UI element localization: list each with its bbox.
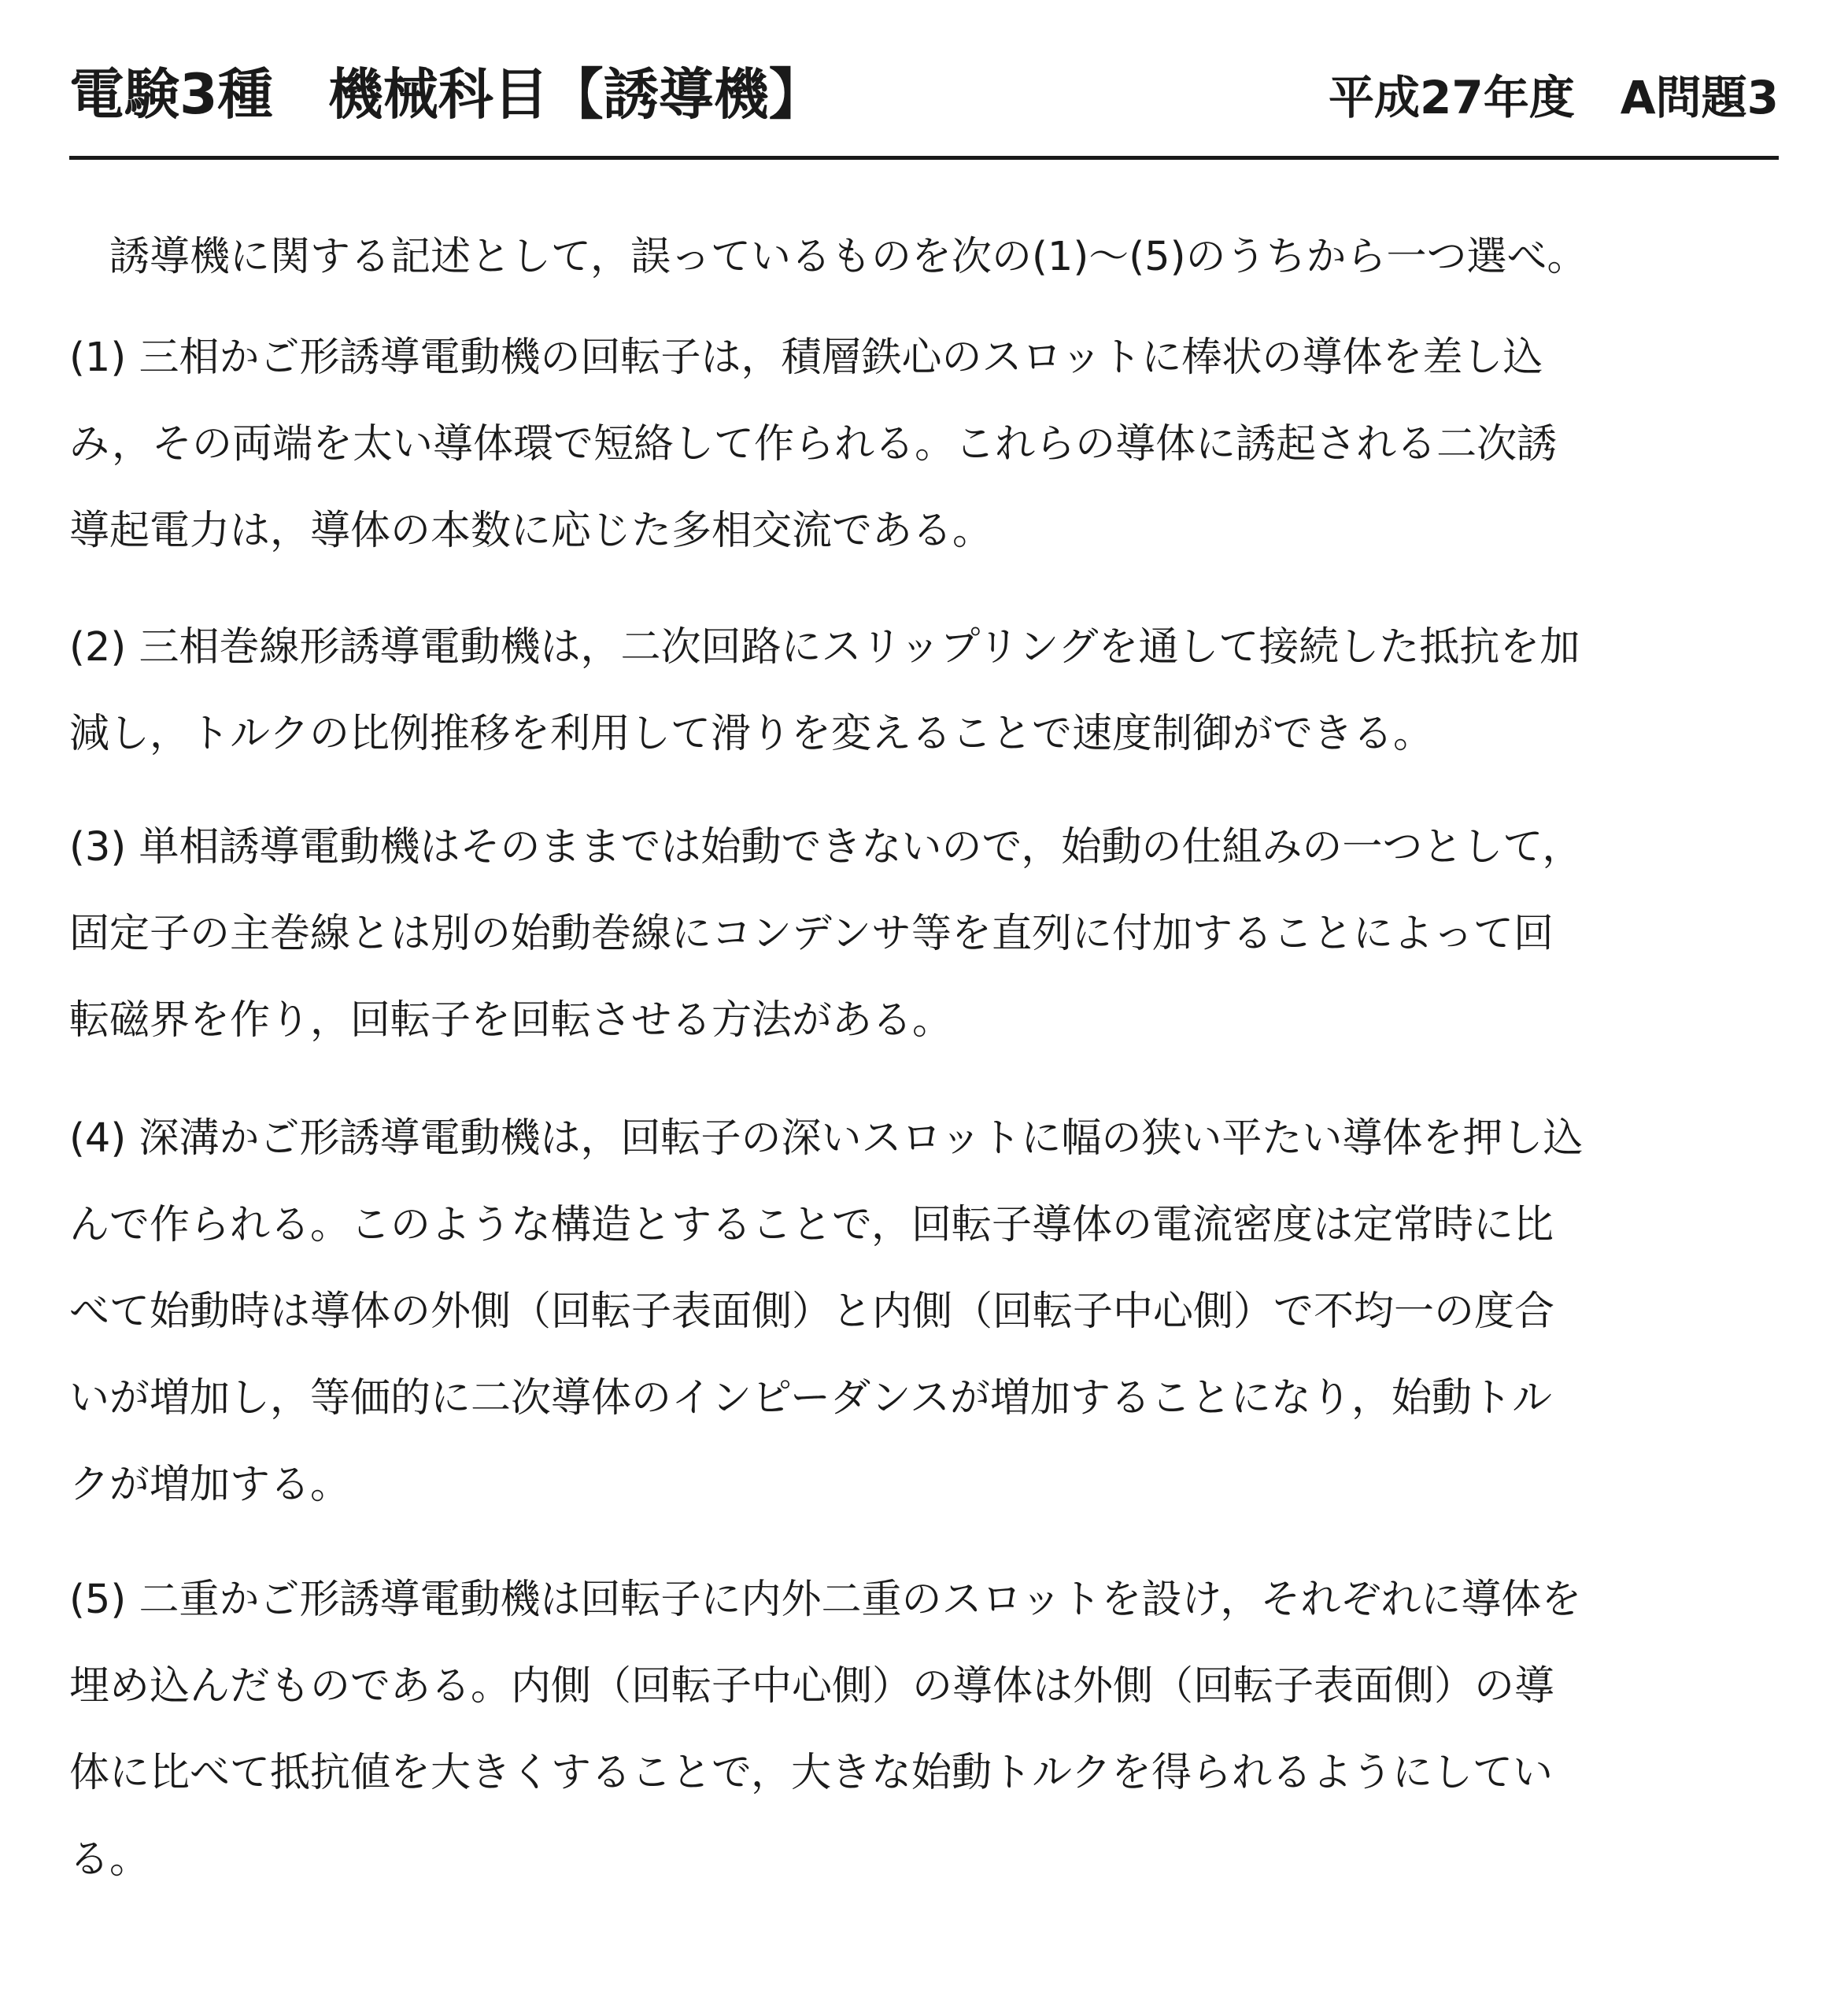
option-2-line-1: (2) 三相巻線形誘導電動機は，二次回路にスリップリングを通して接続した抵抗を加 xyxy=(69,624,1580,671)
option-4-line-4: いが増加し，等価的に二次導体のインピーダンスが増加することになり，始動トル xyxy=(69,1375,1552,1422)
exam-reference: 平成27年度 A問題3 xyxy=(1329,71,1779,124)
document-page xyxy=(69,0,1779,2015)
answer-option-2 xyxy=(69,604,1779,778)
option-2-line-2: 減し，トルクの比例推移を利用して滑りを変えることで速度制御ができる。 xyxy=(69,711,1433,757)
option-5-line-1: (5) 二重かご形誘導電動機は回転子に内外二重のスロットを設け，それぞれに導体を xyxy=(69,1577,1582,1623)
option-1-line-3: 導起電力は，導体の本数に応じた多相交流である。 xyxy=(69,508,993,554)
option-5-line-3: 体に比べて抵抗値を大きくすることで，大きな始動トルクを得られるようにしてい xyxy=(69,1750,1553,1796)
page-title: 電験3種 機械科目【誘導機】 xyxy=(69,62,824,127)
answer-option-3 xyxy=(69,804,1779,1064)
answer-option-5 xyxy=(69,1557,1779,1903)
option-4-line-1: (4) 深溝かご形誘導電動機は，回転子の深いスロットに幅の狭い平たい導体を押し込 xyxy=(69,1115,1584,1162)
option-1-line-2: み，その両端を太い導体環で短絡して作られる。これらの導体に誘起される二次誘 xyxy=(69,421,1558,468)
option-4-line-2: んで作られる。このような構造とすることで，回転子導体の電流密度は定常時に比 xyxy=(69,1202,1554,1248)
question-stem: 誘導機に関する記述として，誤っているものを次の(1)～(5)のうちから一つ選べ。 xyxy=(69,234,1587,280)
option-3-line-2: 固定子の主巻線とは別の始動巻線にコンデンサ等を直列に付加することによって回 xyxy=(69,911,1554,957)
option-4-line-3: べて始動時は導体の外側（回転子表面側）と内側（回転子中心側）で不均一の度合 xyxy=(69,1288,1555,1335)
option-3-line-1: (3) 単相誘導電動機はそのままでは始動できないので，始動の仕組みの一つとして， xyxy=(69,824,1583,871)
header-divider xyxy=(69,156,1779,160)
page-header xyxy=(69,50,1779,139)
option-1-line-1: (1) 三相かご形誘導電動機の回転子は，積層鉄心のスロットに棒状の導体を差し込 xyxy=(69,335,1543,381)
option-3-line-3: 転磁界を作り，回転子を回転させる方法がある。 xyxy=(69,997,953,1044)
answer-option-1 xyxy=(69,315,1779,575)
option-5-line-2: 埋め込んだものである。内側（回転子中心側）の導体は外側（回転子表面側）の導 xyxy=(69,1663,1555,1710)
option-4-line-5: クが増加する。 xyxy=(69,1462,351,1508)
answer-option-4 xyxy=(69,1096,1779,1529)
option-5-line-4: る。 xyxy=(69,1836,150,1883)
